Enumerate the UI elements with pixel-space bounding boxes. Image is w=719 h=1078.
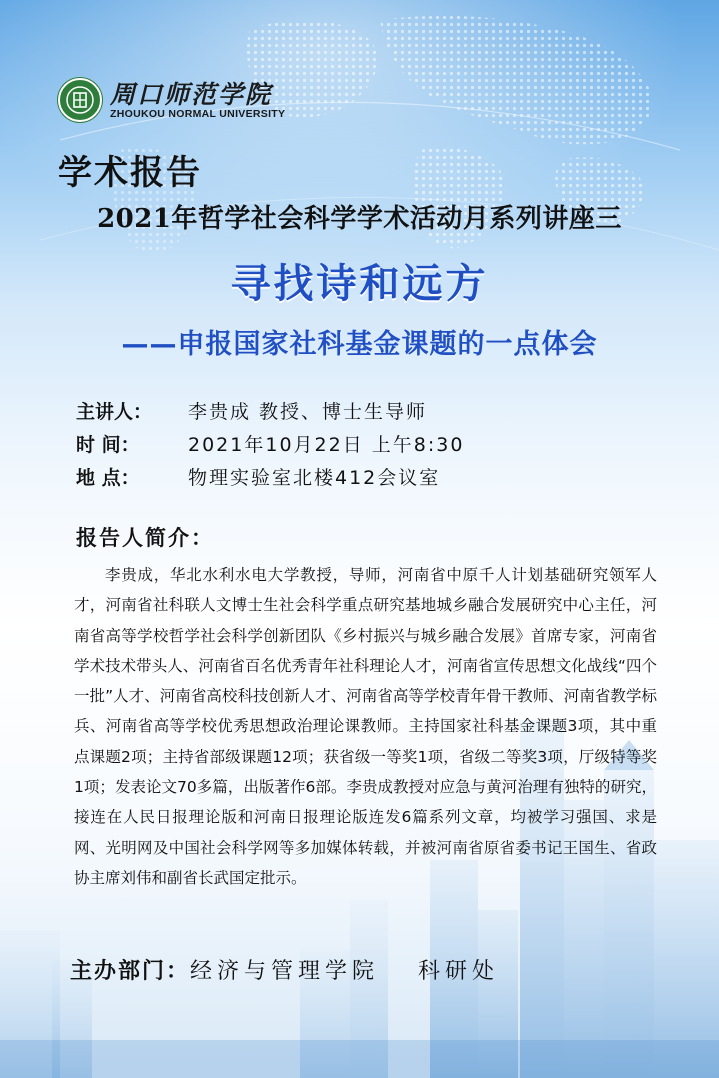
time-value: 2021年10月22日 上午8:30 (188, 434, 465, 456)
university-seal-icon (58, 78, 102, 122)
place-label: 地 点： (76, 467, 140, 489)
speaker-value: 李贵成 教授、博士生导师 (188, 401, 428, 423)
place-value: 物理实验室北楼412会议室 (188, 467, 441, 489)
university-logo (58, 78, 285, 122)
organizer-row (70, 954, 499, 985)
main-title: 寻找诗和远方 (230, 261, 489, 307)
university-name-cn: 周口师范学院 (110, 79, 273, 109)
report-label: 学术报告 (58, 153, 202, 193)
organizer-label: 主办部门： (70, 959, 191, 984)
info-time-row (76, 430, 464, 457)
series-title: 2021年哲学社会科学学术活动月系列讲座三 (97, 204, 622, 234)
info-speaker-row (76, 397, 427, 424)
time-label: 时 间： (76, 434, 140, 456)
speaker-label: 主讲人： (76, 401, 153, 423)
intro-body: 李贵成，华北水利水电大学教授，导师，河南省中原千人计划基础研究领军人才，河南省社科联人文博士生社会科学重点研究基地城乡融合发展研究中心主任，河南省高等学校哲学社会科学创新团队《乡村振兴与城乡融合发展》首席专家，河南省学术技术带头人、河南省百名优秀青年社科理论人才，河南省宣传思想文化战线“四个一批”人才、河南省高校科技创新人才、河南省高等学校青年骨干教师、河南省教学标兵、河南省高等学校优秀思想政治理论课教师。主持国家社科基金课题3项，其中重点课题2项；主持省部级课题12项；获省级一等奖1项，省级二等奖3项，厅级特等奖1项；发表论文70多篇，出版著作6部。李贵成教授对应急与黄河治理有独特的研究，接连在人民日报理论版和河南日报理论版连发6篇系列文章，均被学习强国、求是网、光明网及中国社会科学网等多加媒体转载，并被河南省原省委书记王国生、省政协主席刘伟和副省长武国定批示。 (74, 566, 657, 887)
organizer-units: 经济与管理学院 科研处 (190, 959, 500, 984)
info-place-row (76, 463, 440, 490)
subtitle: ——申报国家社科基金课题的一点体会 (121, 329, 598, 360)
university-name-en: ZHOUKOU NORMAL UNIVERSITY (110, 107, 286, 120)
intro-title: 报告人简介： (76, 526, 214, 550)
